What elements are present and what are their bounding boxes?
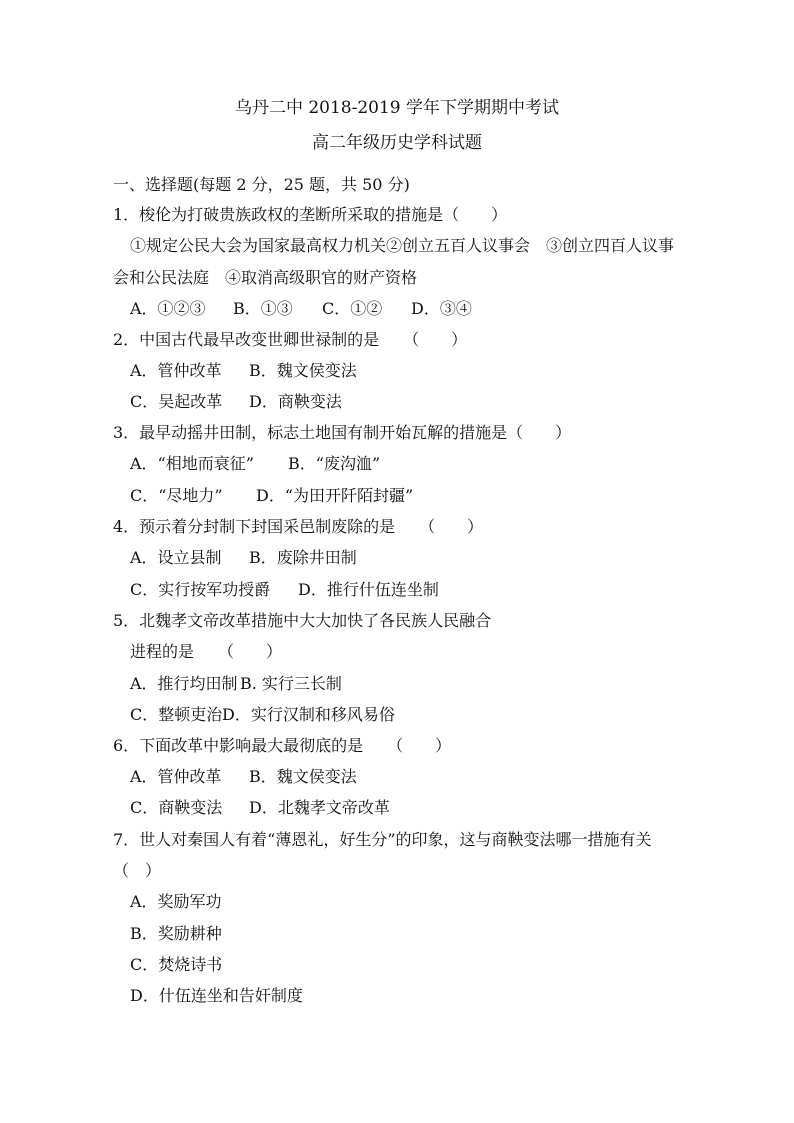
question-3-option-a: A．“相地而衰征” (130, 454, 254, 473)
question-7-option-d: D．什伍连坐和告奸制度 (130, 986, 303, 1005)
question-7-option-a: A．奖励军功 (130, 892, 222, 911)
question-1-stem: 1．梭伦为打破贵族政权的垄断所采取的措施是（ ） (113, 205, 508, 224)
question-2-option-d: D．商鞅变法 (249, 392, 342, 411)
question-6-stem: 6．下面改革中影响最大最彻底的是 （ ） (113, 736, 452, 755)
exam-subtitle: 高二年级历史学科试题 (312, 133, 482, 153)
question-3-option-d: D．“为田开阡陌封疆” (256, 486, 414, 505)
question-2-option-b: B．魏文侯变法 (249, 361, 357, 380)
section-heading: 一、选择题(每题 2 分，25 题，共 50 分) (113, 175, 410, 194)
question-7-option-b: B．奖励耕种 (130, 924, 222, 943)
question-4-option-c: C．实行按军功授爵 (130, 580, 271, 599)
question-6-option-a: A．管仲改革 (130, 767, 222, 786)
question-5-option-b: B. 实行三长制 (240, 674, 342, 693)
question-6-option-c: C．商鞅变法 (130, 798, 223, 817)
question-6-option-d: D．北魏孝文帝改革 (249, 798, 390, 817)
question-1-option-b: B．①③ (233, 299, 293, 318)
question-5-option-c: C．整顿吏治 (130, 705, 223, 724)
question-4-option-a: A．设立县制 (130, 548, 222, 567)
question-7-option-c: C．焚烧诗书 (130, 955, 223, 974)
question-4-option-b: B．废除井田制 (249, 548, 357, 567)
question-5-option-a: A．推行均田制 (130, 674, 238, 693)
question-4-option-d: D．推行什伍连坐制 (298, 580, 439, 599)
question-2-option-c: C．吴起改革 (130, 392, 223, 411)
question-5-stem: 5．北魏孝文帝改革措施中大大加快了各民族人民融合 (113, 611, 492, 630)
question-7-stem: 7．世人对秦国人有着“薄恩礼，好生分”的印象，这与商鞅变法哪一措施有关 (113, 830, 652, 849)
question-2-option-a: A．管仲改革 (130, 361, 222, 380)
question-5-option-d: D．实行汉制和移风易俗 (222, 705, 395, 724)
question-3-stem: 3．最早动摇井田制，标志土地国有制开始瓦解的措施是（ ） (113, 423, 572, 442)
question-2-stem: 2．中国古代最早改变世卿世禄制的是 （ ） (113, 330, 468, 349)
question-5-stem-line-2: 进程的是 （ ） (130, 642, 283, 661)
question-7-stem-line-2: （ ） (113, 861, 162, 880)
question-1-stem-line-3: 会和公民法庭 ④取消高级职官的财产资格 (113, 268, 418, 287)
question-1-option-c: C．①② (322, 299, 383, 318)
question-4-stem: 4．预示着分封制下封国采邑制废除的是 （ ） (113, 517, 484, 536)
exam-title: 乌丹二中 2018-2019 学年下学期期中考试 (234, 98, 560, 118)
question-3-option-c: C．“尽地力” (130, 486, 223, 505)
question-1-option-a: A．①②③ (130, 299, 206, 318)
question-3-option-b: B．“废沟洫” (288, 454, 381, 473)
question-1-option-d: D．③④ (411, 299, 472, 318)
question-1-stem-line-2: ①规定公民大会为国家最高权力机关②创立五百人议事会 ③创立四百人议事 (130, 236, 675, 255)
question-6-option-b: B．魏文侯变法 (249, 767, 357, 786)
